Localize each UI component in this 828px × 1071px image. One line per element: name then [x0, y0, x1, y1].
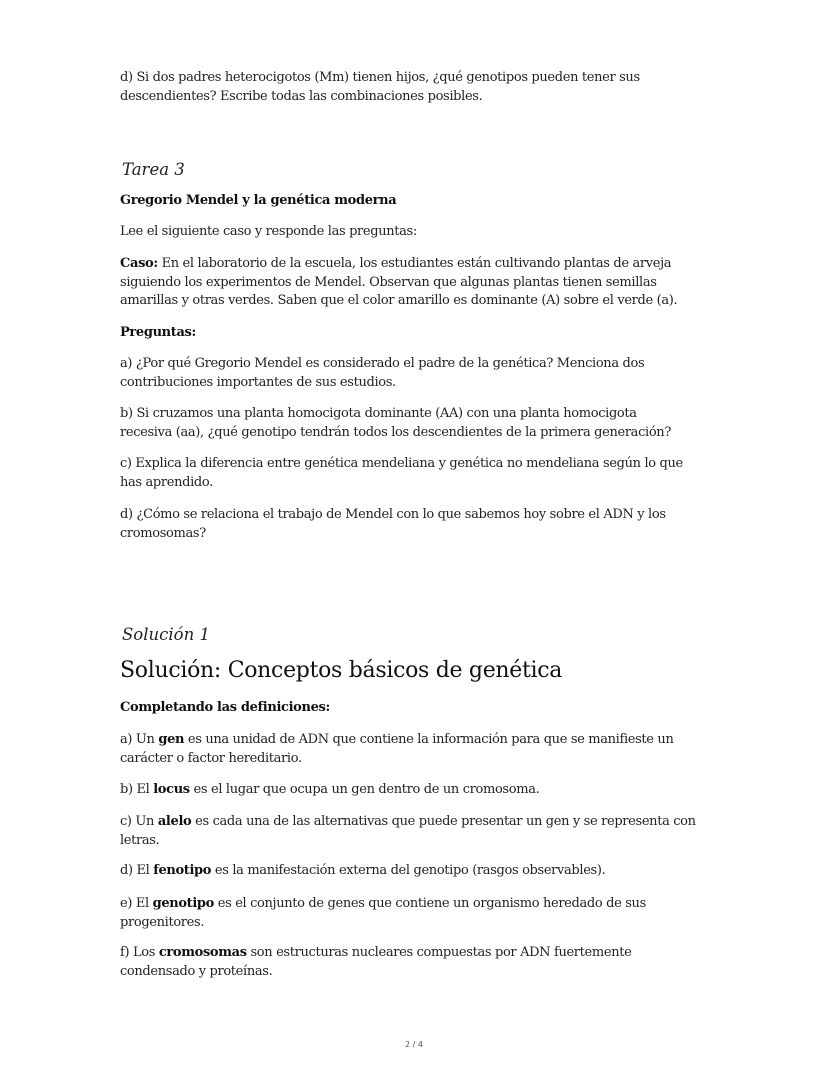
question-b: [120, 405, 671, 442]
text-line: c) Explica la diferencia entre genética mendeliana y genética no mendeliana según lo que: [120, 456, 683, 471]
term: cromosomas: [158, 945, 247, 960]
term: locus: [153, 782, 190, 797]
definition-genotipo: [120, 895, 646, 932]
definition-alelo: [120, 813, 696, 850]
definition-cromosomas: [120, 944, 631, 981]
text-line: En el laboratorio de la escuela, los estudiantes están cultivando plantas de arveja: [157, 256, 672, 271]
definition-locus: [120, 781, 539, 800]
term: genotipo: [152, 896, 214, 911]
page-number: 2 / 4: [405, 1040, 423, 1049]
solution-1-label: Solución 1: [122, 625, 210, 644]
text-line: descendientes? Escribe todas las combinaciones posibles.: [120, 88, 483, 104]
text: son estructuras nucleares compuestas por ADN fuertemente: [246, 945, 632, 960]
solution-subheading: Completando las definiciones:: [120, 700, 330, 715]
text-line: amarillas y otras verdes. Saben que el color amarillo es dominante (A) sobre el verde (a).: [120, 293, 678, 308]
question-c: [120, 455, 683, 492]
text: e) El: [120, 896, 153, 911]
text-line: d) Si dos padres heterocigotos (Mm) tienen hijos, ¿qué genotipos pueden tener sus: [120, 70, 640, 85]
question-d-heterozygous: [120, 69, 640, 106]
term: gen: [158, 732, 185, 747]
text: c) Un: [120, 814, 158, 829]
term: fenotipo: [153, 863, 212, 878]
task-3-intro: Lee el siguiente caso y responde las preguntas:: [120, 224, 417, 239]
term: alelo: [157, 814, 192, 829]
text-line: progenitores.: [120, 914, 205, 930]
text-line: a) ¿Por qué Gregorio Mendel es considerado el padre de la genética? Menciona dos: [120, 356, 645, 371]
text-line: recesiva (aa), ¿qué genotipo tendrán todos los descendientes de la primera generación?: [120, 424, 671, 440]
text-line: letras.: [120, 832, 160, 848]
definition-fenotipo: [120, 862, 605, 881]
text: es el conjunto de genes que contiene un organismo heredado de sus: [213, 896, 646, 911]
text-line: condensado y proteínas.: [120, 963, 273, 979]
text: es una unidad de ADN que contiene la información para que se manifieste un: [184, 732, 674, 747]
text-line: d) ¿Cómo se relaciona el trabajo de Mendel con lo que sabemos hoy sobre el ADN y los: [120, 507, 666, 522]
text-line: siguiendo los experimentos de Mendel. Observan que algunas plantas tienen semillas: [120, 274, 657, 290]
text: a) Un: [120, 732, 159, 747]
text: b) El: [120, 782, 154, 797]
text: f) Los: [120, 945, 159, 960]
case-label: Caso:: [120, 256, 158, 271]
text-line: carácter o factor hereditario.: [120, 750, 302, 766]
task-3-label: Tarea 3: [122, 160, 185, 179]
text: d) El: [120, 863, 154, 878]
text: es cada una de las alternativas que puede presentar un gen y se representa con: [191, 814, 696, 829]
text: es la manifestación externa del genotipo (rasgos observables).: [211, 863, 606, 878]
text-line: cromosomas?: [120, 525, 206, 541]
questions-label: Preguntas:: [120, 325, 196, 340]
definition-gen: [120, 731, 673, 768]
solution-title: Solución: Conceptos básicos de genética: [120, 658, 563, 683]
text-line: has aprendido.: [120, 474, 213, 490]
text: es el lugar que ocupa un gen dentro de un cromosoma.: [189, 782, 540, 797]
text-line: b) Si cruzamos una planta homocigota dominante (AA) con una planta homocigota: [120, 406, 637, 421]
task-3-heading: Gregorio Mendel y la genética moderna: [120, 193, 397, 208]
question-a: [120, 355, 644, 392]
case-paragraph: [120, 255, 677, 311]
text-line: contribuciones importantes de sus estudios.: [120, 374, 396, 390]
question-d: [120, 506, 666, 543]
